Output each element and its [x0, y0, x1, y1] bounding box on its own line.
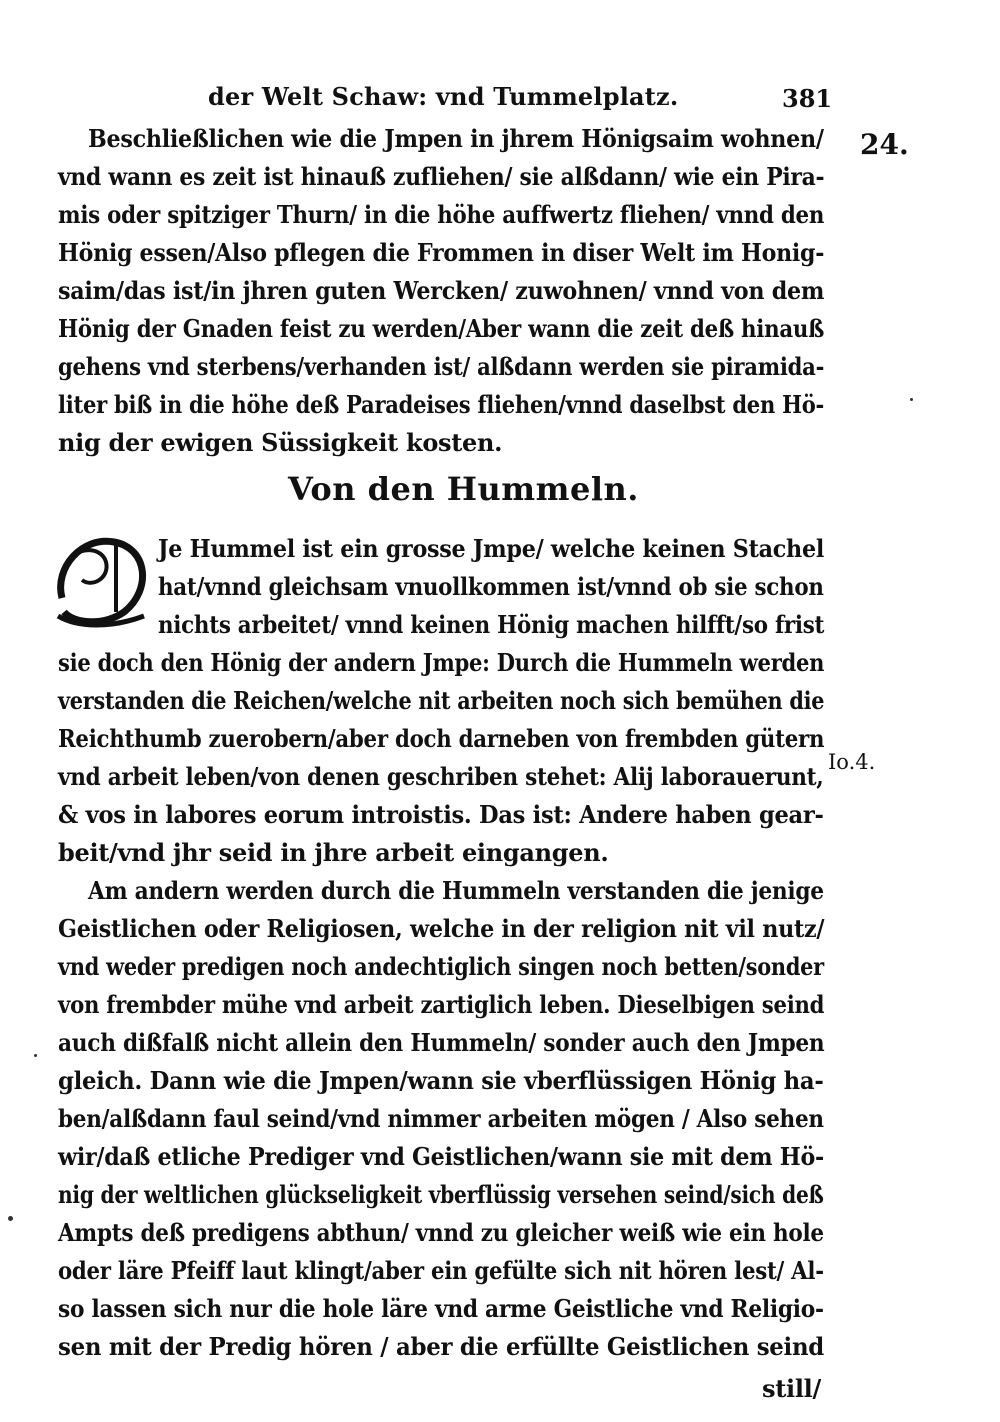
text-line: & vos in labores eorum introistis. Das ist: Andere haben gear-	[58, 800, 824, 829]
text-line: hat/vnnd gleichsam vnuollkommen ist/vnnd ob sie schon	[158, 572, 824, 601]
text-line: auch dißfalß nicht allein den Hummeln/ sonder auch den Jmpen	[58, 1028, 825, 1057]
ink-speck	[910, 398, 913, 401]
text-line: vnd arbeit leben/von denen geschriben stehet: Alij laborauerunt,	[58, 762, 824, 791]
text-line: Am andern werden durch die Hummeln verstanden die jenige	[88, 876, 824, 905]
text-line: sen mit der Predig hören / aber die erfüllte Geistlichen seind	[58, 1332, 825, 1361]
text-line: Beschließlichen wie die Jmpen in jhrem Hönigsaim wohnen/	[88, 124, 824, 153]
ink-speck	[34, 1054, 37, 1057]
text-line: liter biß in die höhe deß Paradeises fliehen/vnnd daselbst den Hö-	[58, 390, 825, 419]
section-heading: Von den Hummeln.	[288, 470, 639, 508]
text-line: wir/daß etliche Prediger vnd Geistlichen/wann sie mit dem Hö-	[58, 1142, 824, 1171]
ink-speck	[8, 1216, 13, 1221]
text-line: Ampts deß predigens abthun/ vnnd zu gleicher weiß wie ein hole	[58, 1218, 824, 1247]
catchword: still/	[762, 1374, 821, 1403]
drop-initial	[52, 528, 156, 630]
text-line: ben/alßdann faul seind/vnd nimmer arbeiten mögen / Also sehen	[58, 1104, 824, 1133]
text-line: so lassen sich nur die hole läre vnd arme Geistliche vnd Religio-	[58, 1294, 824, 1323]
text-line: gehens vnd sterbens/verhanden ist/ alßdann werden sie piramida-	[58, 352, 825, 381]
text-line: verstanden die Reichen/welche nit arbeiten noch sich bemühen die	[58, 686, 825, 715]
text-line: beit/vnd jhr seid in jhre arbeit eingangen.	[58, 838, 609, 867]
text-line: von frembder mühe vnd arbeit zartiglich leben. Dieselbigen seind	[58, 990, 825, 1019]
running-head: der Welt Schaw: vnd Tummelplatz.	[208, 82, 679, 111]
text-line: mis oder spitziger Thurn/ in die höhe auffwertz fliehen/ vnnd den	[58, 200, 825, 229]
text-line: Geistlichen oder Religiosen, welche in der religion nit vil nutz/	[58, 914, 825, 943]
page-number: 381	[782, 84, 833, 113]
text-line: nig der ewigen Süssigkeit kosten.	[58, 428, 503, 457]
text-line: saim/das ist/in jhren guten Wercken/ zuwohnen/ vnnd von dem	[58, 276, 825, 305]
text-line: nig der weltlichen glückseligkeit vberflüssig versehen seind/sich deß	[58, 1180, 824, 1209]
text-line: Hönig der Gnaden feist zu werden/Aber wann die zeit deß hinauß	[58, 314, 825, 343]
text-line: vnd weder predigen noch andechtiglich singen noch betten/sonder	[58, 952, 824, 981]
text-line: nichts arbeitet/ vnnd keinen Hönig machen hilfft/so frist	[158, 610, 825, 639]
signature-mark: 24.	[860, 128, 909, 161]
margin-reference: Io.4.	[828, 750, 876, 774]
text-line: sie doch den Hönig der andern Jmpe: Durch die Hummeln werden	[58, 648, 825, 677]
text-line: vnd wann es zeit ist hinauß zufliehen/ sie alßdann/ wie ein Pira-	[58, 162, 825, 191]
text-line: Je Hummel ist ein grosse Jmpe/ welche keinen Stachel	[158, 534, 825, 563]
text-line: oder läre Pfeiff laut klingt/aber ein gefülte sich nit hören lest/ Al-	[58, 1256, 824, 1285]
text-line: Hönig essen/Also pflegen die Frommen in diser Welt im Honig-	[58, 238, 825, 267]
text-line: Reichthumb zuerobern/aber doch darneben von frembden gütern	[58, 724, 825, 753]
text-line: gleich. Dann wie die Jmpen/wann sie vberflüssigen Hönig ha-	[58, 1066, 824, 1095]
